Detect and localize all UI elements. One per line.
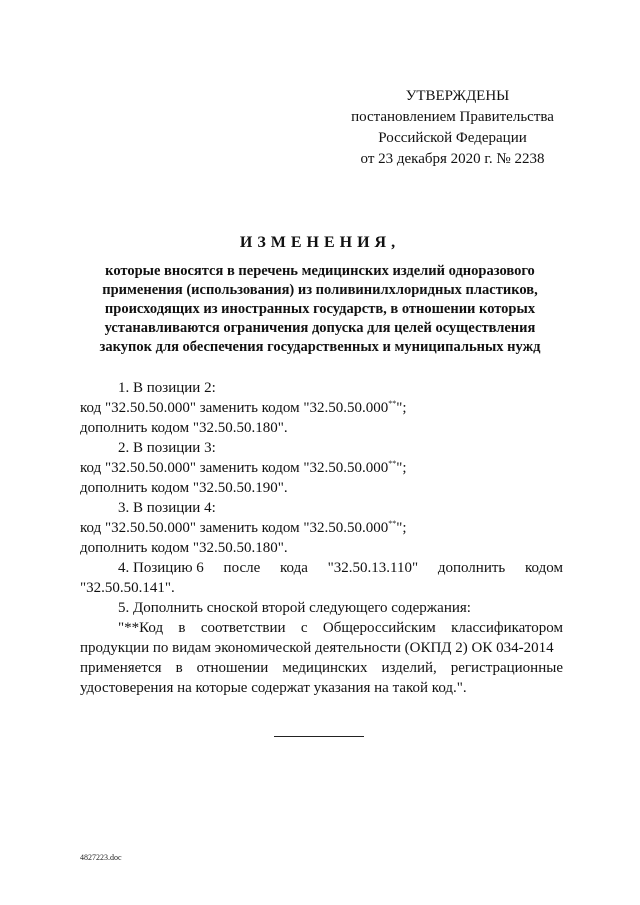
- item-2-footnote-mark: **: [388, 459, 397, 468]
- end-separator: [274, 736, 364, 737]
- footnote-word: в: [175, 660, 183, 676]
- item-4-line-1: [80, 558, 563, 578]
- footnote-word: отношении: [196, 660, 269, 676]
- item-3-replace-text: код "32.50.50.000" заменить кодом "32.50.50.000: [80, 520, 389, 536]
- subtitle-line-3: происходящих из иностранных государств, в отношении которых: [104, 301, 536, 317]
- item-4-word: дополнить: [437, 560, 506, 576]
- item-1-replace-end: ";: [396, 400, 407, 416]
- footnote-word: классификатором: [451, 620, 563, 636]
- file-name: 4827223.doc: [80, 853, 122, 862]
- footnote-word: применяется: [80, 660, 162, 676]
- footnote-word: соответствии: [200, 620, 286, 636]
- item-2-replace-text: код "32.50.50.000" заменить кодом "32.50.50.000: [80, 460, 389, 476]
- item-2-replace: [80, 458, 563, 478]
- item-2-heading: 2. В позиции 3:: [118, 440, 216, 456]
- item-4-word: "32.50.13.110": [327, 560, 419, 576]
- item-3-footnote-mark: **: [388, 519, 397, 528]
- approval-line-1: постановлением Правительства: [351, 109, 554, 125]
- item-4-word: 4. Позицию 6: [118, 560, 204, 576]
- item-1-replace-text: код "32.50.50.000" заменить кодом "32.50.50.000: [80, 400, 389, 416]
- document-title: ИЗМЕНЕНИЯ,: [239, 234, 401, 251]
- footnote-word: "**Код: [118, 620, 164, 636]
- subtitle-line-2: применения (использования) из поливинилхлоридных пластиков,: [102, 282, 538, 298]
- footnote-line-3: [80, 658, 563, 678]
- item-1-add: дополнить кодом "32.50.50.180".: [80, 420, 288, 436]
- approval-line-2: Российской Федерации: [378, 130, 527, 146]
- subtitle-line-4: устанавливаются ограничения допуска для целей осуществления: [104, 320, 536, 336]
- item-5-heading: 5. Дополнить сноской второй следующего содержания:: [118, 600, 471, 616]
- footnote-word: в: [178, 620, 186, 636]
- footnote-word: с: [300, 620, 308, 636]
- footnote-word: медицинских: [282, 660, 368, 676]
- item-4-word: кодом: [525, 560, 563, 576]
- footnote-word: изделий,: [381, 660, 437, 676]
- item-4-line-2: "32.50.50.141".: [80, 580, 175, 596]
- footnote-line-1: [118, 618, 563, 638]
- document-subtitle: [60, 262, 580, 357]
- item-3-add: дополнить кодом "32.50.50.180".: [80, 540, 288, 556]
- item-4-word: после: [223, 560, 261, 576]
- changes-body: [80, 378, 563, 698]
- item-3-replace: [80, 518, 563, 538]
- item-3-heading: 3. В позиции 4:: [118, 500, 216, 516]
- item-2-add: дополнить кодом "32.50.50.190".: [80, 480, 288, 496]
- item-3-replace-end: ";: [396, 520, 407, 536]
- item-2-replace-end: ";: [396, 460, 407, 476]
- item-1-footnote-mark: **: [388, 399, 397, 408]
- approved-heading: УТВЕРЖДЕНЫ: [405, 88, 510, 104]
- item-4-word: кода: [280, 560, 308, 576]
- footnote-word: Общероссийским: [322, 620, 436, 636]
- subtitle-line-1: которые вносятся в перечень медицинских изделий одноразового: [105, 263, 535, 279]
- footnote-line-4: удостоверения на которые содержат указания на такой код.".: [80, 680, 467, 696]
- footnote-line-2: продукции по видам экономической деятельности (ОКПД 2) ОК 034-2014: [80, 640, 554, 656]
- approval-line-3: от 23 декабря 2020 г. № 2238: [360, 151, 545, 167]
- item-1-heading: 1. В позиции 2:: [118, 380, 216, 396]
- footnote-word: регистрационные: [450, 660, 563, 676]
- approval-block: [330, 86, 575, 170]
- item-1-replace: [80, 398, 563, 418]
- subtitle-line-5: закупок для обеспечения государственных и муниципальных нужд: [99, 339, 541, 355]
